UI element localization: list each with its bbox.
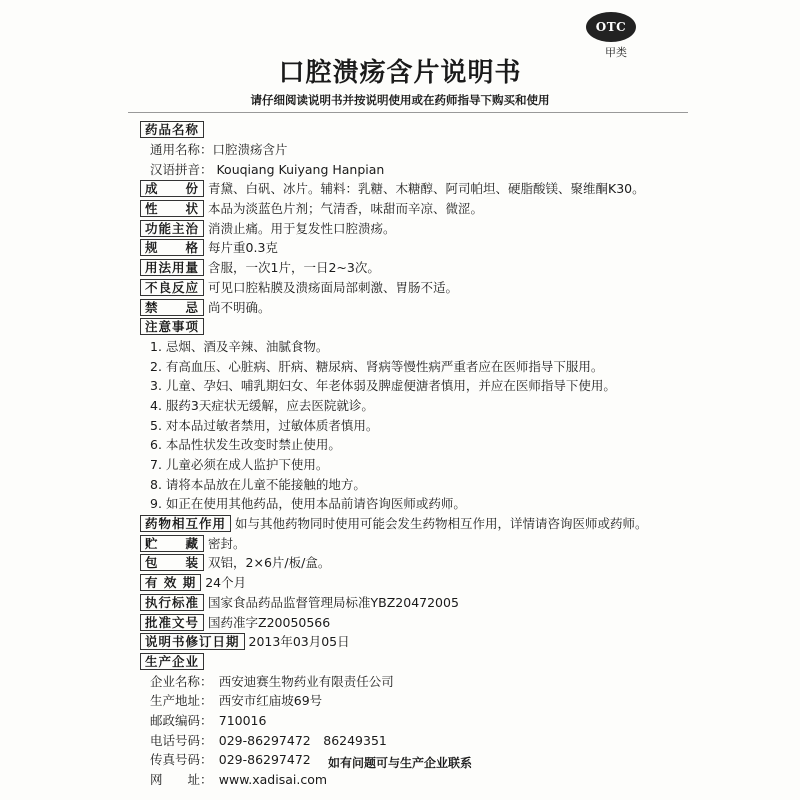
section-label: 用法用量 — [140, 259, 204, 276]
caution-item: 3. 儿童、孕妇、哺乳期妇女、年老体弱及脾虚便溏者慎用，并应在医师指导下使用。 — [150, 378, 616, 394]
document-subtitle: 请仔细阅读说明书并按说明使用或在药师指导下购买和使用 — [250, 93, 550, 107]
website: 网 址： www.xadisai.com — [150, 772, 328, 788]
section-text: 可见口腔粘膜及溃疡面局部刺激、胃肠不适。 — [208, 279, 459, 295]
section-storage — [140, 533, 720, 553]
caution-item: 4. 服药3天症状无缓解，应去医院就诊。 — [150, 397, 374, 413]
manufacturer-address: 生产地址： 西安市红庙坡69号 — [150, 693, 323, 709]
section-package — [140, 553, 720, 573]
section-text: 尚不明确。 — [208, 299, 271, 315]
section-cautions — [140, 317, 720, 337]
section-label: 有 效 期 — [140, 574, 201, 591]
section-label: 不良反应 — [140, 279, 204, 296]
caution-item: 8. 请将本品放在儿童不能接触的地方。 — [150, 476, 366, 492]
manufacturer-name: 企业名称： 西安迪赛生物药业有限责任公司 — [150, 673, 394, 689]
title-divider — [128, 112, 688, 113]
section-text: 双铝，2×6片/板/盒。 — [208, 555, 331, 571]
section-text: 密封。 — [208, 535, 246, 551]
section-label: 贮 藏 — [140, 535, 204, 552]
section-label: 成 份 — [140, 180, 204, 197]
otc-badge: OTC — [586, 12, 636, 42]
section-spec — [140, 238, 720, 258]
caution-item: 9. 如正在使用其他药品，使用本品前请咨询医师或药师。 — [150, 496, 466, 512]
generic-name: 通用名称：口腔溃疡含片 — [150, 142, 288, 158]
section-label: 执行标准 — [140, 594, 204, 611]
caution-item: 5. 对本品过敏者禁用，过敏体质者慎用。 — [150, 417, 379, 433]
section-standard — [140, 593, 720, 613]
caution-item: 6. 本品性状发生改变时禁止使用。 — [150, 437, 341, 453]
section-label: 生产企业 — [140, 653, 204, 670]
leaflet-body — [140, 120, 720, 789]
section-indication — [140, 218, 720, 238]
section-approval — [140, 612, 720, 632]
caution-item: 1. 忌烟、酒及辛辣、油腻食物。 — [150, 338, 329, 354]
section-revision — [140, 632, 720, 652]
section-text: 每片重0.3克 — [208, 240, 278, 256]
section-text: 国药准字Z20050566 — [208, 614, 331, 630]
section-usage — [140, 258, 720, 278]
section-label: 药物相互作用 — [140, 515, 231, 532]
section-label: 注意事项 — [140, 318, 204, 335]
document-title: 口腔溃疡含片说明书 — [278, 58, 522, 88]
section-label: 批准文号 — [140, 614, 204, 631]
section-text: 2013年03月05日 — [248, 634, 350, 650]
caution-item: 2. 有高血压、心脏病、肝病、糖尿病、肾病等慢性病严重者应在医师指导下服用。 — [150, 358, 604, 374]
section-text: 本品为淡蓝色片剂；气清香，味甜而辛凉、微涩。 — [208, 201, 484, 217]
section-text: 24个月 — [205, 575, 247, 591]
section-contraindication — [140, 297, 720, 317]
section-ingredients — [140, 179, 720, 199]
section-text: 青黛、白矾、冰片。辅料：乳糖、木糖醇、阿司帕坦、硬脂酸镁、聚维酮K30。 — [208, 181, 645, 197]
section-character — [140, 199, 720, 219]
section-validity — [140, 573, 720, 593]
phone-number: 电话号码： 029-86297472 86249351 — [150, 732, 387, 748]
fax-number: 传真号码： 029-86297472 — [150, 752, 311, 768]
section-text: 消溃止痛。用于复发性口腔溃疡。 — [208, 220, 396, 236]
section-text: 如与其他药物同时使用可能会发生药物相互作用，详情请咨询医师或药师。 — [235, 516, 648, 532]
section-adverse — [140, 278, 720, 298]
section-text: 国家食品药品监督管理局标准YBZ20472005 — [208, 594, 459, 610]
otc-class-label: 甲类 — [605, 46, 627, 59]
section-manufacturer — [140, 652, 720, 672]
section-label: 禁 忌 — [140, 299, 204, 316]
section-label: 功能主治 — [140, 220, 204, 237]
section-label: 包 装 — [140, 554, 204, 571]
section-label: 性 状 — [140, 200, 204, 217]
section-label: 说明书修订日期 — [140, 633, 245, 650]
section-interaction — [140, 514, 720, 534]
section-label: 药品名称 — [140, 121, 204, 138]
footer-note: 如有问题可与生产企业联系 — [327, 756, 472, 770]
caution-item: 7. 儿童必须在成人监护下使用。 — [150, 457, 329, 473]
section-name — [140, 120, 720, 140]
section-text: 含服，一次1片，一日2~3次。 — [208, 260, 380, 276]
section-label: 规 格 — [140, 239, 204, 256]
pinyin-name: 汉语拼音： Kouqiang Kuiyang Hanpian — [150, 161, 385, 177]
postal-code: 邮政编码： 710016 — [150, 712, 267, 728]
